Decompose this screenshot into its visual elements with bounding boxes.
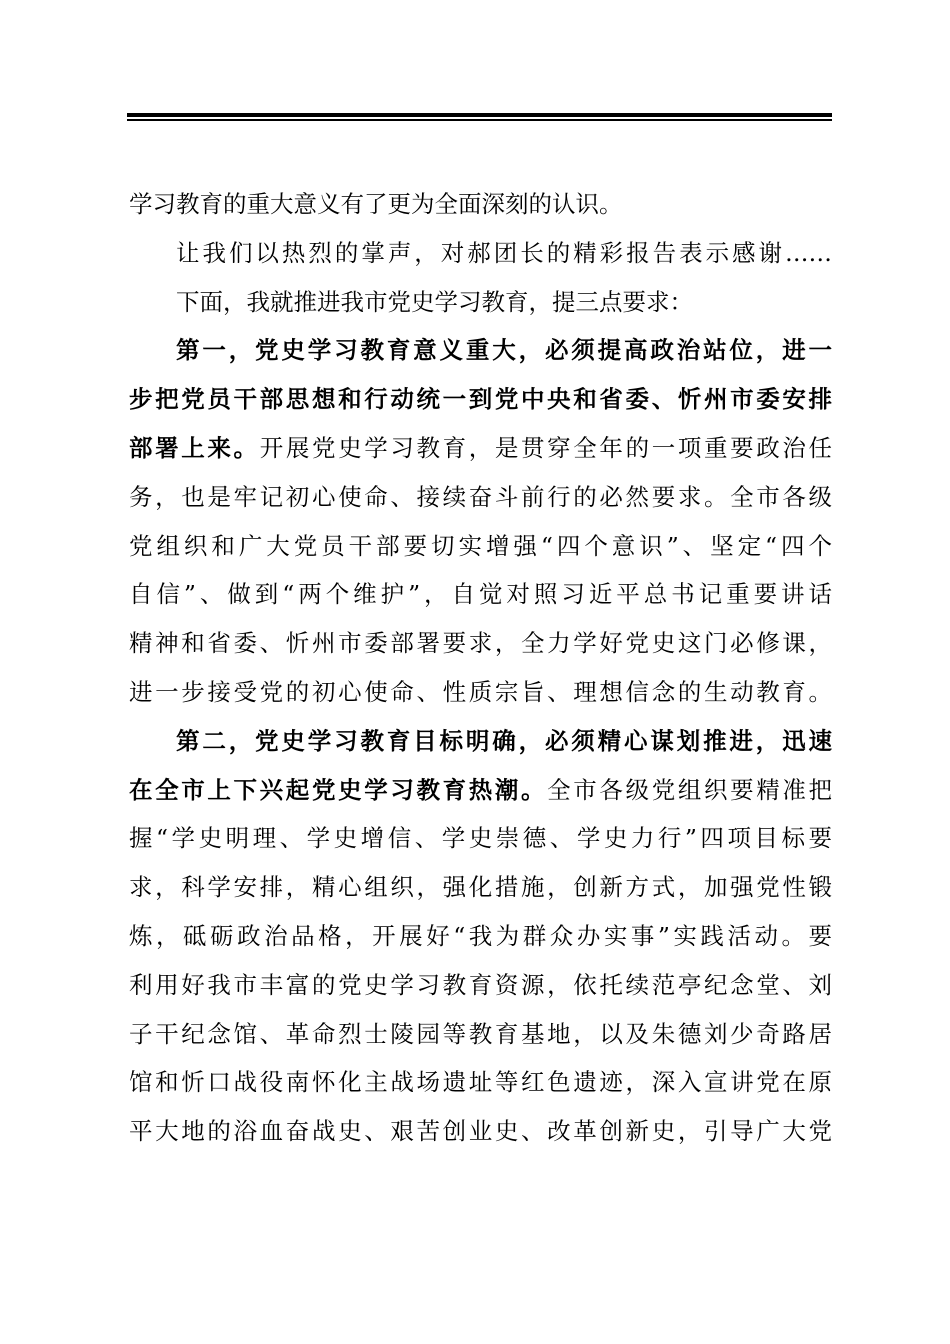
text-run: 党组织和广大党员干部要切实增强“四个意识”、坚定“四个 <box>129 531 832 560</box>
text-line <box>129 717 832 766</box>
text-line <box>129 424 832 473</box>
text-run: 开展党史学习教育，是贯穿全年的一项重要政治任 <box>259 433 832 462</box>
bold-text-run: 第二，党史学习教育目标明确，必须精心谋划推进，迅速 <box>176 726 832 755</box>
bold-text-run: 第一，党史学习教育意义重大，必须提高政治站位，进一 <box>176 336 832 365</box>
text-run: 握“学史明理、学史增信、学史崇德、学史力行”四项目标要 <box>129 824 832 853</box>
text-line <box>129 180 832 229</box>
text-run: 全市各级党组织要精准把 <box>547 775 832 804</box>
text-line <box>129 1058 832 1107</box>
text-run: 让我们以热烈的掌声，对郝团长的精彩报告表示感谢…… <box>176 238 832 267</box>
text-line <box>129 912 832 961</box>
text-line <box>129 814 832 863</box>
text-line <box>129 278 832 327</box>
text-line <box>129 570 832 619</box>
text-line <box>129 473 832 522</box>
text-line <box>129 229 832 278</box>
text-line <box>129 619 832 668</box>
document-body <box>129 180 832 1156</box>
text-line <box>129 668 832 717</box>
text-run: 自信”、做到“两个维护”，自觉对照习近平总书记重要讲话 <box>129 580 832 609</box>
text-run: 平大地的浴血奋战史、艰苦创业史、改革创新史，引导广大党 <box>129 1117 832 1146</box>
text-line <box>129 766 832 815</box>
header-rule-thick <box>127 113 832 117</box>
text-line <box>129 863 832 912</box>
text-line <box>129 375 832 424</box>
text-run: 利用好我市丰富的党史学习教育资源，依托续范亭纪念堂、刘 <box>129 970 832 999</box>
text-line <box>129 1010 832 1059</box>
text-run: 精神和省委、忻州市委部署要求，全力学好党史这门必修课， <box>129 629 832 658</box>
text-line <box>129 1107 832 1156</box>
text-run: 下面，我就推进我市党史学习教育，提三点要求： <box>176 287 693 316</box>
bold-text-run: 在全市上下兴起党史学习教育热潮。 <box>129 775 548 804</box>
text-run: 子干纪念馆、革命烈士陵园等教育基地，以及朱德刘少奇路居 <box>129 1019 832 1048</box>
text-run: 务，也是牢记初心使命、接续奋斗前行的必然要求。全市各级 <box>129 482 832 511</box>
text-run: 学习教育的重大意义有了更为全面深刻的认识。 <box>129 190 623 218</box>
text-line <box>129 326 832 375</box>
bold-text-run: 步把党员干部思想和行动统一到党中央和省委、忻州市委安排 <box>129 385 832 414</box>
text-run: 馆和忻口战役南怀化主战场遗址等红色遗迹，深入宣讲党在原 <box>129 1068 832 1097</box>
text-line <box>129 522 832 571</box>
bold-text-run: 部署上来。 <box>129 433 260 462</box>
text-line <box>129 961 832 1010</box>
text-run: 炼，砥砺政治品格，开展好“我为群众办实事”实践活动。要 <box>129 921 832 950</box>
header-rule-thin <box>127 119 832 121</box>
text-run: 求，科学安排，精心组织，强化措施，创新方式，加强党性锻 <box>129 873 832 902</box>
text-run: 进一步接受党的初心使命、性质宗旨、理想信念的生动教育。 <box>129 677 832 706</box>
header-double-rule <box>127 113 832 121</box>
